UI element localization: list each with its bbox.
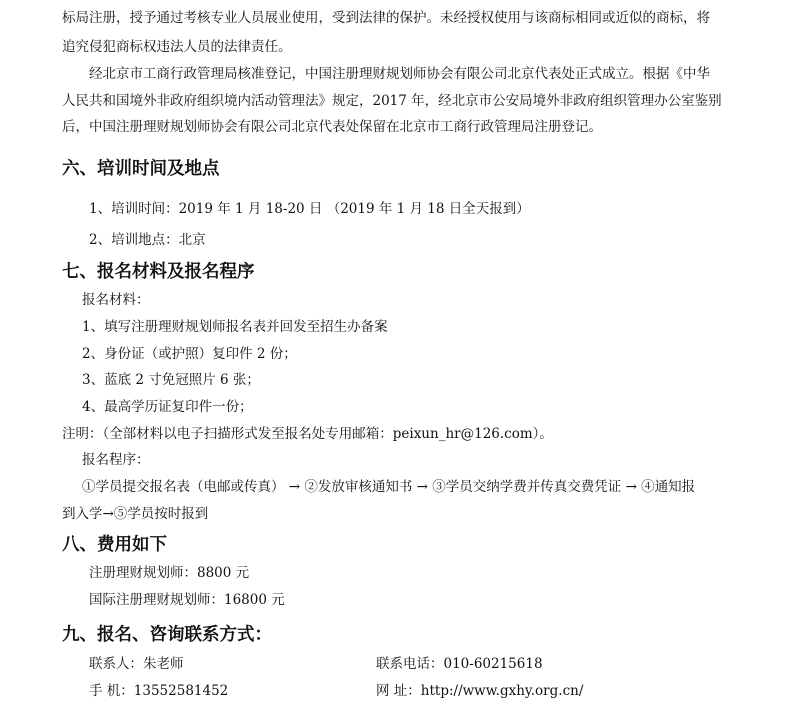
- contact-mobile: 手 机：13552581452: [89, 683, 229, 699]
- materials-note: 注明：（全部材料以电子扫描形式发至报名处专用邮箱：peixun_hr@126.com）。: [62, 426, 553, 442]
- contact-person: 联系人：朱老师: [89, 656, 184, 672]
- contact-website[interactable]: 网 址：http://www.gxhy.org.cn/: [376, 683, 584, 699]
- procedure-line-1: ①学员提交报名表（电邮或传真） → ②发放审核通知书 → ③学员交纳学费并传真交费凭证 → ④通知报: [82, 479, 696, 495]
- material-item: 4、最高学历证复印件一份；: [82, 399, 253, 415]
- section-8-heading: 八、费用如下: [62, 535, 167, 555]
- contact-phone: 联系电话：010-60215618: [376, 656, 543, 672]
- procedure-label: 报名程序：: [82, 452, 150, 468]
- material-item: 2、身份证（或护照）复印件 2 份；: [82, 346, 297, 362]
- fee-item: 国际注册理财规划师：16800 元: [89, 592, 285, 608]
- section-7-heading: 七、报名材料及报名程序: [62, 262, 255, 282]
- materials-label: 报名材料：: [82, 292, 150, 308]
- section-6-heading: 六、培训时间及地点: [62, 159, 220, 179]
- training-time: 1、培训时间：2019 年 1 月 18-20 日 （2019 年 1 月 18 日全天报到）: [89, 201, 530, 217]
- material-item: 1、填写注册理财规划师报名表并回发至招生办备案: [82, 319, 388, 335]
- intro-line-4: 人民共和国境外非政府组织境内活动管理法》规定，2017 年，经北京市公安局境外非政府组织管理办公室鉴别: [62, 93, 722, 109]
- procedure-line-2: 到入学→⑤学员按时报到: [62, 506, 209, 522]
- fee-item: 注册理财规划师：8800 元: [89, 565, 250, 581]
- intro-line-3: 经北京市工商行政管理局核准登记，中国注册理财规划师协会有限公司北京代表处正式成立。根据《中华: [89, 66, 710, 82]
- section-9-heading: 九、报名、咨询联系方式：: [62, 625, 272, 645]
- intro-line-5: 后，中国注册理财规划师协会有限公司北京代表处保留在北京市工商行政管理局注册登记。: [62, 119, 602, 135]
- intro-line-1: 标局注册，授予通过考核专业人员展业使用，受到法律的保护。未经授权使用与该商标相同或近似的商标，将: [62, 10, 710, 26]
- training-place: 2、培训地点：北京: [89, 232, 206, 248]
- intro-line-2: 追究侵犯商标权违法人员的法律责任。: [62, 39, 292, 55]
- material-item: 3、蓝底 2 寸免冠照片 6 张；: [82, 372, 260, 388]
